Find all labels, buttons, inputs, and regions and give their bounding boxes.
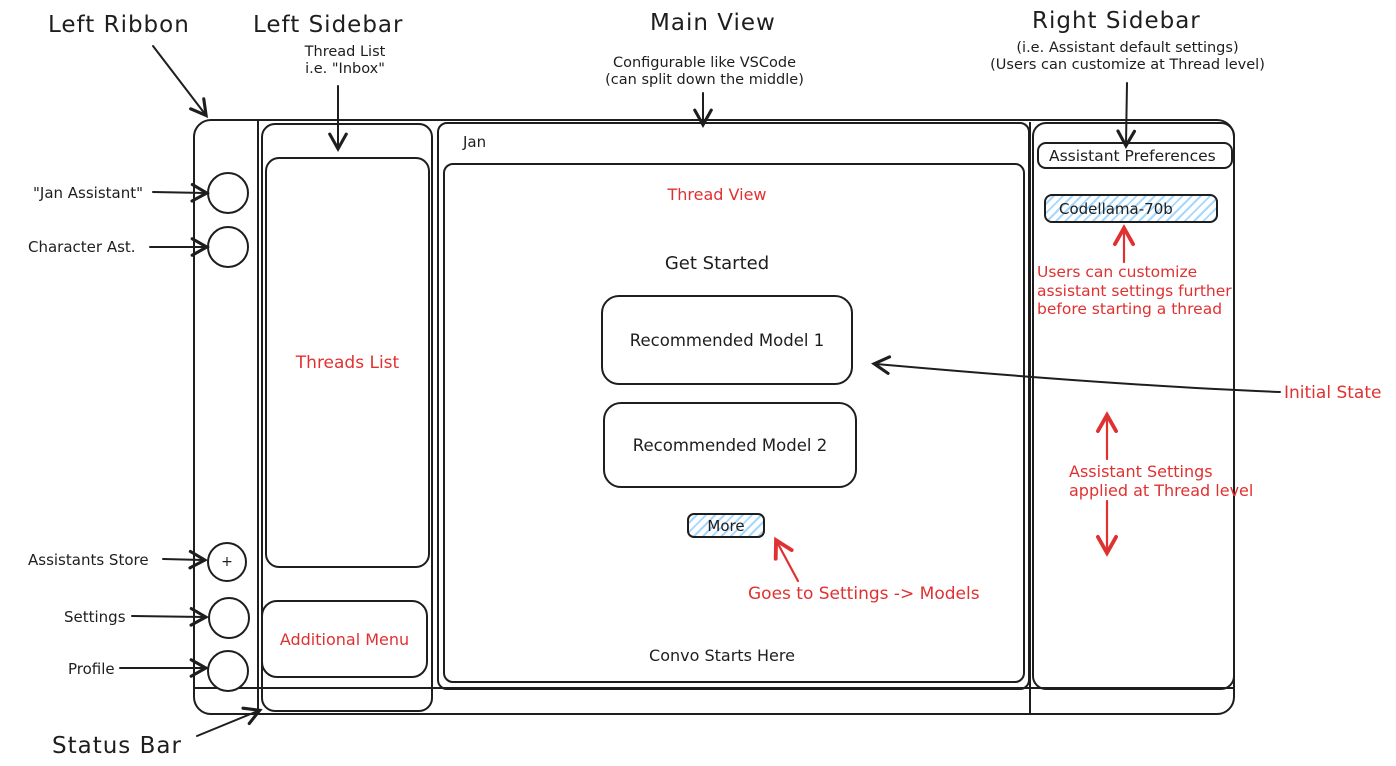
goes-to-settings-label: Goes to Settings -> Models — [748, 584, 980, 604]
label-assistants-store: Assistants Store — [28, 551, 149, 569]
more-button-label: More — [707, 516, 745, 535]
label-jan-assistant: "Jan Assistant" — [33, 184, 144, 202]
label-inbox: i.e. "Inbox" — [305, 61, 385, 77]
ribbon-divider — [257, 120, 259, 714]
thread-view-label: Thread View — [667, 185, 767, 204]
label-default-settings: (i.e. Assistant default settings) — [1016, 40, 1239, 56]
assistant-preferences-header — [1037, 142, 1233, 169]
note-thread-line2: applied at Thread level — [1069, 480, 1254, 500]
assistants-store-button[interactable] — [207, 542, 247, 582]
note-thread-level — [1069, 463, 1253, 500]
label-left-ribbon: Left Ribbon — [48, 12, 190, 38]
recommended-model-1-label: Recommended Model 1 — [629, 330, 825, 350]
threads-list-box[interactable] — [265, 157, 430, 568]
label-main-view-sub — [592, 55, 817, 89]
main-view-title: Jan — [463, 133, 487, 151]
label-initial-state: Initial State — [1284, 383, 1382, 403]
label-status-bar: Status Bar — [52, 733, 182, 759]
note-customize-line2: assistant settings further — [1037, 281, 1232, 300]
note-customize-line3: before starting a thread — [1037, 300, 1223, 318]
additional-menu-box[interactable] — [261, 600, 428, 678]
plus-icon: + — [221, 554, 233, 570]
label-left-sidebar-sub — [275, 44, 415, 78]
label-settings: Settings — [64, 608, 126, 626]
character-assistant-button[interactable] — [207, 226, 249, 268]
note-customize — [1037, 263, 1232, 319]
note-customize-line1: Users can customize — [1037, 263, 1198, 281]
label-customize-thread: (Users can customize at Thread level) — [990, 57, 1265, 73]
recommended-model-2-card[interactable] — [603, 402, 857, 488]
recommended-model-1-card[interactable] — [601, 295, 853, 385]
label-profile: Profile — [68, 660, 115, 678]
label-configurable: Configurable like VSCode — [612, 55, 797, 71]
note-thread-line1: Assistant Settings — [1069, 462, 1213, 481]
arrow-left-ribbon — [153, 46, 205, 114]
assistant-preferences-label: Assistant Preferences — [1049, 146, 1216, 165]
label-thread-list: Thread List — [304, 44, 386, 60]
get-started-label: Get Started — [664, 253, 770, 274]
more-button[interactable] — [687, 513, 765, 538]
recommended-model-2-label: Recommended Model 2 — [632, 435, 828, 455]
label-split: (can split down the middle) — [605, 72, 804, 88]
codellama-chip-label: Codellama-70b — [1059, 199, 1173, 218]
label-left-sidebar: Left Sidebar — [253, 12, 404, 38]
codellama-chip[interactable] — [1044, 194, 1218, 223]
label-right-sidebar: Right Sidebar — [1032, 8, 1201, 34]
jan-assistant-button[interactable] — [207, 172, 249, 214]
label-main-view: Main View — [650, 10, 776, 36]
label-right-sidebar-sub — [970, 40, 1285, 74]
label-character-ast: Character Ast. — [28, 238, 136, 256]
additional-menu-label: Additional Menu — [279, 629, 410, 649]
profile-button[interactable] — [207, 650, 249, 692]
threads-list-label: Threads List — [295, 352, 400, 373]
settings-button[interactable] — [208, 597, 250, 639]
convo-starts-here-label: Convo Starts Here — [649, 646, 795, 665]
